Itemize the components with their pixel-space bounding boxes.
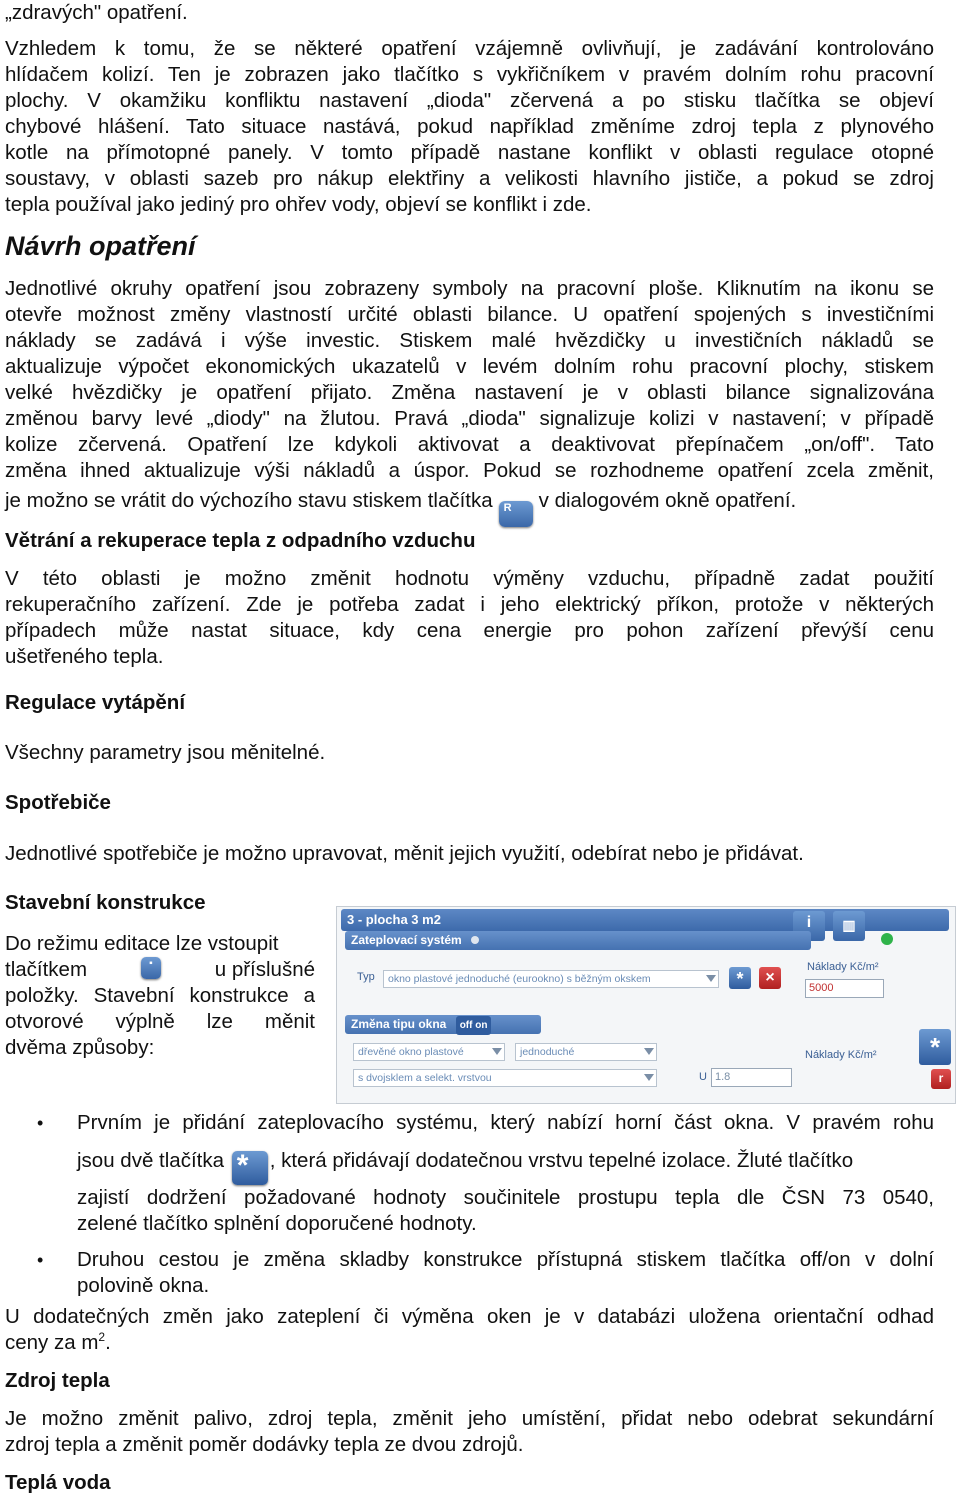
remove-layer-button[interactable]: × — [759, 967, 781, 989]
text-span: tlačítkem — [5, 958, 88, 981]
text-line — [77, 1146, 934, 1185]
text-line: otevře možnost změny vlastností určité oblasti bilance. U opatření spojených s investičními — [5, 303, 934, 326]
heading-navrh-opatreni: Návrh opatření — [5, 231, 196, 261]
text-line: kotle na přímotopné panely. V tomto případě nastane konflikt v oblasti regulace otopné — [5, 141, 934, 164]
heading-regulace: Regulace vytápění — [5, 691, 186, 714]
list-item — [0, 1247, 934, 1299]
typ-dropdown[interactable] — [383, 970, 719, 988]
text-span: je možno se vrátit do výchozího stavu stiskem tlačítka — [5, 489, 493, 512]
text-line: U dodatečných změn jako zateplení či výměna oken je v databázi uložena orientační odhad — [5, 1305, 934, 1328]
chevron-down-icon — [644, 1074, 654, 1081]
text-span: v dialogovém okně opatření. — [538, 489, 797, 512]
heading-stavebni-konstrukce: Stavební konstrukce — [5, 891, 206, 914]
glazing-dropdown[interactable] — [515, 1043, 657, 1061]
heading-vetrani: Větrání a rekuperace tepla z odpadního vzduchu — [5, 529, 476, 552]
dropdown-value: jednoduché — [520, 1046, 575, 1058]
reset-button[interactable]: r — [931, 1069, 951, 1089]
text-span: , která přidávají dodatečnou vrstvu tepelné izolace. Žluté tlačítko — [269, 1149, 854, 1172]
chevron-down-icon — [492, 1048, 502, 1055]
section-led-icon — [471, 936, 479, 944]
reset-icon: R — [499, 501, 533, 527]
cost-label: Náklady Kč/m² — [805, 1049, 877, 1061]
text-line: hlídačem kolizí. Ten je zobrazen jako tlačítko s vykřičníkem v pravém dolním rohu pracovní — [5, 63, 934, 86]
heading-tepla-voda: Teplá voda — [5, 1471, 111, 1494]
text-line: Všechny parametry jsou měnitelné. — [5, 741, 326, 764]
text-line: náklady se zadává i výše investic. Stiskem malé hvězdičky u investičních nákladů se — [5, 329, 934, 352]
construction-dialog-screenshot — [336, 906, 956, 1104]
text-span: u příslušné — [214, 958, 315, 981]
text-line: položky. Stavební konstrukce a — [5, 984, 315, 1007]
dropdown-value: okno plastové jednoduché (eurookno) s běžným okskem — [388, 973, 651, 985]
text-span: jsou dvě tlačítka — [77, 1149, 224, 1172]
text-line: tepla používal jako jediný pro ohřev vody, objeví se konflikt i zde. — [5, 193, 592, 216]
text-line: velké hvězdičky je opatření přijato. Změna nastavení je v oblasti bilance signalizována — [5, 381, 934, 404]
u-label: U — [699, 1071, 707, 1083]
typ-label: Typ — [357, 971, 375, 983]
u-value-input[interactable]: 1.8 — [711, 1068, 792, 1087]
dropdown-value: s dvojsklem a selekt. vrstvou — [358, 1072, 492, 1084]
status-led-icon — [881, 933, 893, 945]
text-line: Jednotlivé okruhy opatření jsou zobrazeny symboly na pracovní ploše. Kliknutím na ikonu se — [5, 277, 934, 300]
text-line: • Druhou cestou je změna skladby konstrukce přístupná stiskem tlačítka off/on v dolní — [77, 1248, 934, 1271]
bullet-list — [0, 1110, 934, 1299]
heading-zdroj-tepla: Zdroj tepla — [5, 1369, 110, 1392]
section-label: Změna tipu okna — [351, 1017, 447, 1031]
section-label: Zateplovací systém — [351, 933, 462, 947]
chevron-down-icon — [706, 975, 716, 982]
text-line: Jednotlivé spotřebiče je možno upravovat, měnit jejich využití, odebírat nebo je přidávat. — [5, 842, 804, 865]
text-line: aktualizuje výpočet ekonomických ukazatelů v levém dolním rohu pracovní plochy, stiskem — [5, 355, 934, 378]
dropdown-value: dřevěné okno plastové — [358, 1046, 464, 1058]
star-icon: * — [232, 1151, 268, 1185]
cost-input[interactable]: 5000 — [805, 979, 884, 998]
text-span: ceny za m — [5, 1331, 99, 1354]
text-line: zelené tlačítko splnění doporučené hodnoty. — [77, 1212, 477, 1235]
text-line: Je možno změnit palivo, zdroj tepla, změnit jeho umístění, přidat nebo odebrat sekundární — [5, 1407, 934, 1430]
delete-icon[interactable]: ▥ — [833, 911, 865, 941]
text-line — [5, 1330, 934, 1356]
text-line: Do režimu editace lze vstoupit — [5, 932, 279, 955]
text-line: polovině okna. — [77, 1274, 210, 1297]
edit-icon: ▪ — [141, 957, 161, 979]
text-line — [5, 957, 315, 983]
text-line: dvěma způsoby: — [5, 1036, 155, 1059]
material-dropdown[interactable] — [353, 1043, 505, 1061]
superscript: 2 — [98, 1330, 106, 1345]
chevron-down-icon — [644, 1048, 654, 1055]
text-line: otvorové výplně lze měnit — [5, 1010, 315, 1033]
text-line — [5, 488, 934, 527]
accept-star-button[interactable]: * — [919, 1029, 951, 1065]
text-line: soustavy, v oblasti sazeb pro nákup elektřiny a velikosti hlavního jističe, a pokud se zdroj — [5, 167, 934, 190]
text-span: . — [105, 1331, 111, 1354]
text-line: zajistí dodržení požadované hodnoty součinitele prostupu tepla dle ČSN 73 0540, — [77, 1186, 934, 1209]
off-on-toggle[interactable]: off on — [456, 1016, 492, 1035]
text-line: Vzhledem k tomu, že se některé opatření vzájemně ovlivňují, je zadávání kontrolováno — [5, 37, 934, 60]
heading-spotrebice: Spotřebiče — [5, 791, 111, 814]
text-line: chybové hlášení. Tato situace nastává, pokud například změníme zdroj tepla z plynového — [5, 115, 934, 138]
text-line: • Prvním je přidání zateplovacího systému, který nabízí horní část okna. V pravém rohu — [77, 1111, 934, 1134]
section-window-type — [345, 1015, 541, 1034]
layer-dropdown[interactable] — [353, 1069, 657, 1087]
text-line: V této oblasti je možno změnit hodnotu výměny vzduchu, případně zadat použití — [5, 567, 934, 590]
text-line: zdroj tepla a změnit poměr dodávky tepla ze dvou zdrojů. — [5, 1433, 524, 1456]
dialog-title: 3 - plocha 3 m2 — [341, 909, 949, 931]
add-layer-star-button[interactable]: * — [729, 967, 751, 989]
info-icon[interactable]: i — [793, 911, 825, 941]
text-line: „zdravých" opatření. — [5, 1, 188, 24]
text-line: ušetřeného tepla. — [5, 645, 164, 668]
section-insulation — [345, 931, 811, 950]
text-line: změnou barvy levé „diody" na žlutou. Pravá „dioda" signalizuje kolizi v nastavení; v případě — [5, 407, 934, 430]
cost-label: Náklady Kč/m² — [807, 961, 879, 973]
text-line: kolize zčervená. Opatření lze kdykoli aktivovat a deaktivovat přepínačem „on/off". Tato — [5, 433, 934, 456]
text-line: změna ihned aktualizuje výši nákladů a úspor. Pokud se rozhodneme opatření zcela změnit, — [5, 459, 934, 482]
text-line: plochy. V okamžiku konfliktu nastavení „dioda" zčervená a po stisku tlačítka se objeví — [5, 89, 934, 112]
text-line: rekuperačního zařízení. Zde je potřeba zadat i jeho elektrický příkon, protože v některých — [5, 593, 934, 616]
text-line: případech může nastat situace, kdy cena energie pro pohon zařízení převýší cenu — [5, 619, 934, 642]
list-item — [0, 1110, 934, 1237]
